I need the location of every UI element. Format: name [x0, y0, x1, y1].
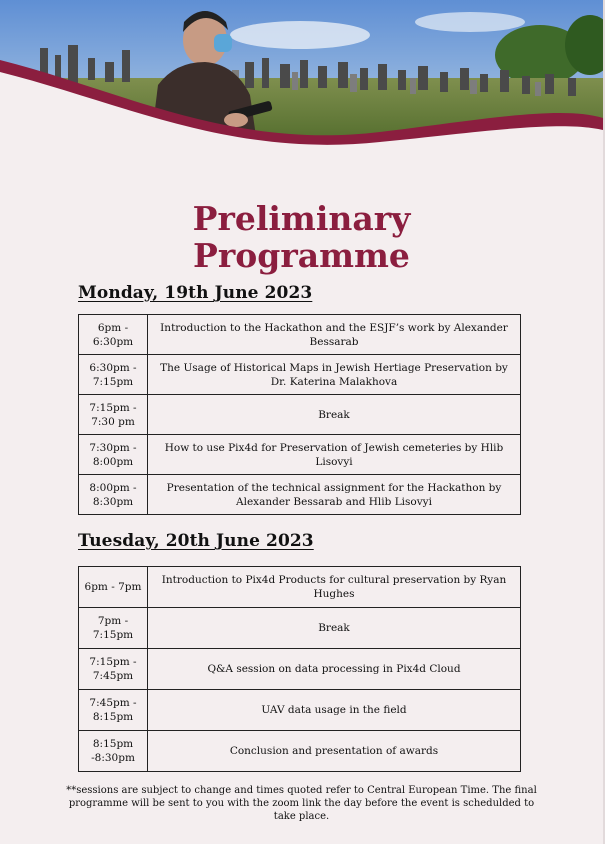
session-time: 6pm - 7pm [79, 567, 148, 608]
session-time: 7:15pm - 7:30 pm [79, 395, 148, 435]
schedule-table-monday [78, 314, 521, 515]
day-heading-monday: Monday, 19th June 2023 [78, 283, 313, 303]
table-row [79, 475, 521, 515]
page-edge [603, 0, 605, 844]
session-description: Presentation of the technical assignment for the Hackathon by Alexander Bessarab and Hlib Lisovyi [148, 475, 521, 515]
session-description: Introduction to the Hackathon and the ESJF’s work by Alexander Bessarab [148, 315, 521, 355]
session-time: 7pm - 7:15pm [79, 608, 148, 649]
session-description: Introduction to Pix4d Products for cultural preservation by Ryan Hughes [148, 567, 521, 608]
session-time: 7:15pm - 7:45pm [79, 649, 148, 690]
session-description: Break [148, 395, 521, 435]
table-row [79, 315, 521, 355]
session-description: UAV data usage in the field [148, 690, 521, 731]
footnote: **sessions are subject to change and times quoted refer to Central European Time. The final programme will be sent to you with the zoom link the day before the event is schedulded to take place. [66, 785, 537, 822]
table-row [79, 395, 521, 435]
table-row [79, 649, 521, 690]
session-time: 6pm - 6:30pm [79, 315, 148, 355]
session-time: 8:00pm - 8:30pm [79, 475, 148, 515]
table-row [79, 567, 521, 608]
table-row [79, 690, 521, 731]
session-description: Conclusion and presentation of awards [148, 731, 521, 772]
session-description: The Usage of Historical Maps in Jewish Hertiage Preservation by Dr. Katerina Malakhova [148, 355, 521, 395]
page-title-line1: Preliminary [192, 199, 411, 238]
table-row [79, 731, 521, 772]
day-heading-tuesday: Tuesday, 20th June 2023 [78, 531, 314, 551]
session-time: 7:30pm - 8:00pm [79, 435, 148, 475]
table-row [79, 608, 521, 649]
session-time: 7:45pm - 8:15pm [79, 690, 148, 731]
schedule-table-tuesday [78, 566, 521, 772]
header-photo [0, 0, 603, 150]
session-description: How to use Pix4d for Preservation of Jewish cemeteries by Hlib Lisovyi [148, 435, 521, 475]
page-title-line2: Programme [193, 236, 410, 275]
table-row [79, 355, 521, 395]
table-row [79, 435, 521, 475]
session-description: Break [148, 608, 521, 649]
session-time: 8:15pm -8:30pm [79, 731, 148, 772]
session-description: Q&A session on data processing in Pix4d Cloud [148, 649, 521, 690]
session-time: 6:30pm - 7:15pm [79, 355, 148, 395]
